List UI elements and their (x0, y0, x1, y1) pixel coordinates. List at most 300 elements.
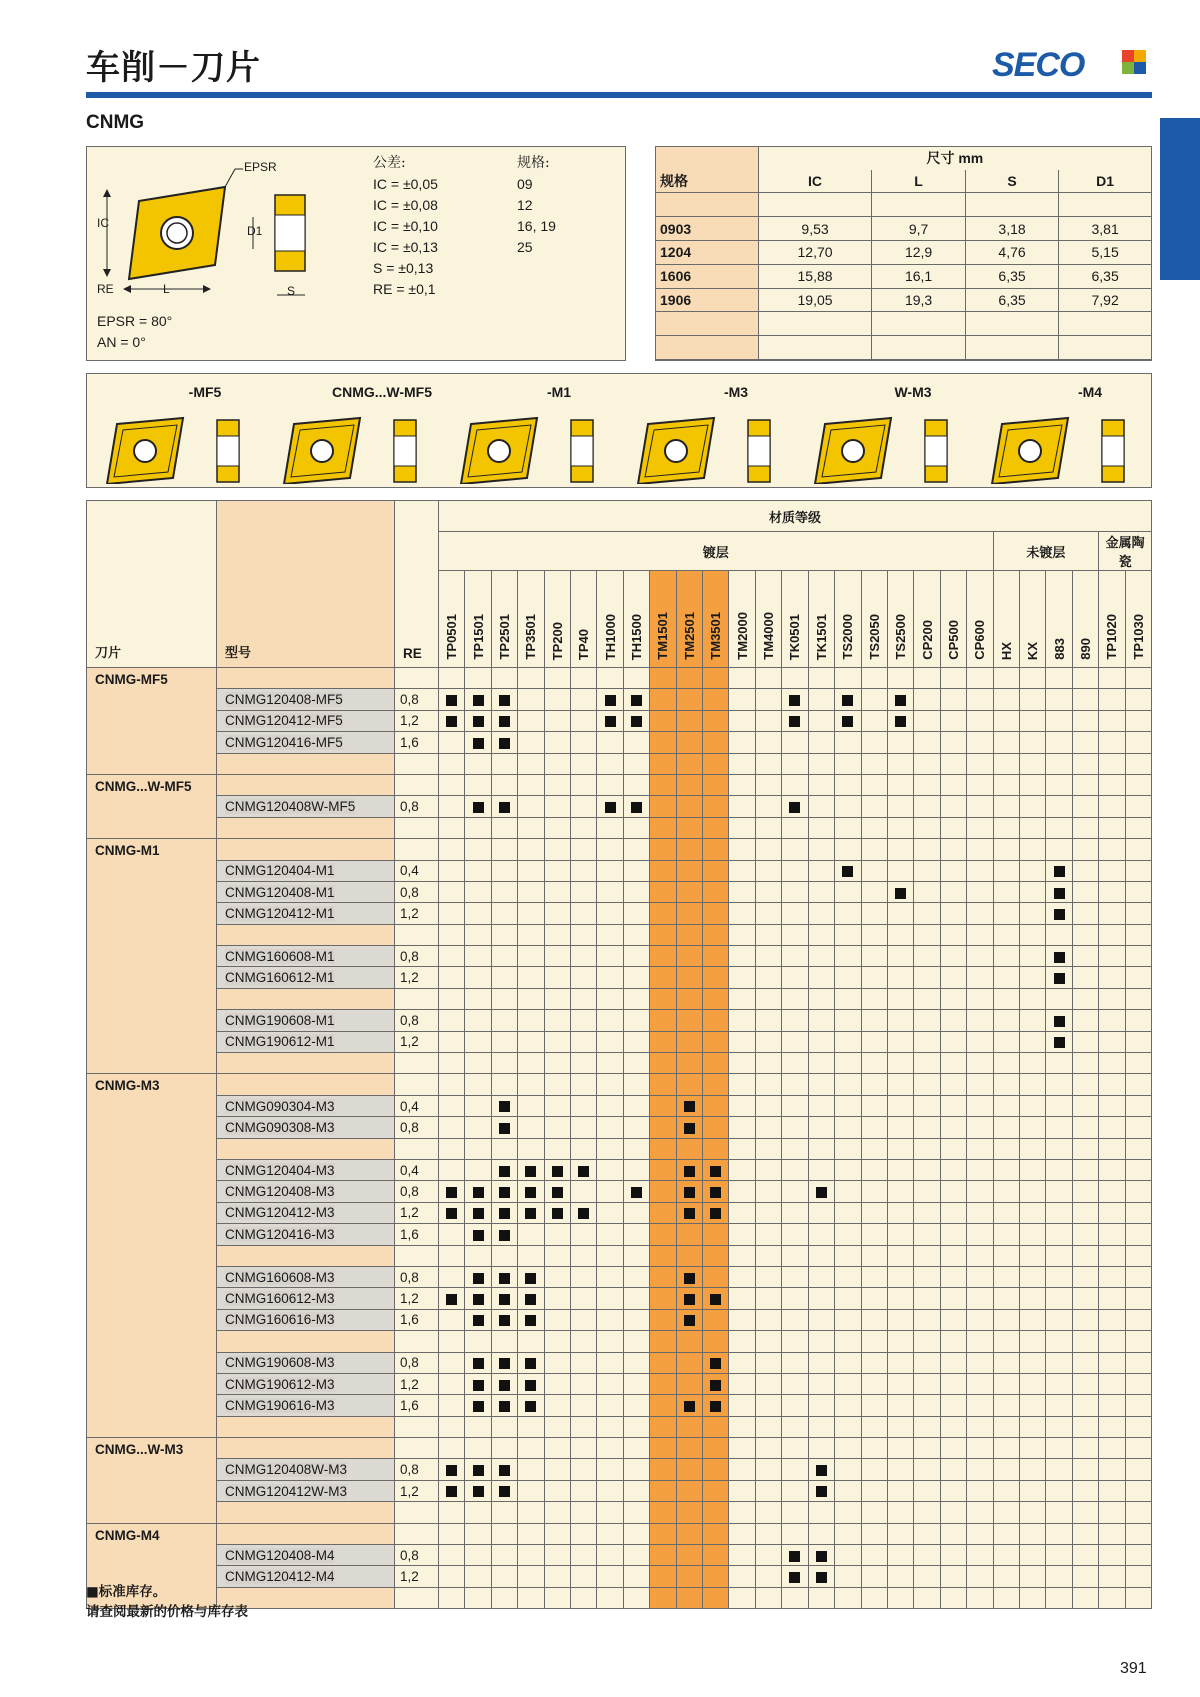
spacer-row (87, 1074, 1152, 1095)
grade-cell (808, 1117, 834, 1138)
grade-cell (676, 753, 702, 774)
grade-cell (703, 732, 729, 753)
grade-cell (861, 1480, 887, 1501)
grade-cell (729, 668, 755, 689)
grade-cell (729, 1245, 755, 1266)
grade-cell (993, 753, 1019, 774)
stock-mark-icon (789, 1551, 800, 1562)
grade-cell (518, 860, 544, 881)
grade-cell (993, 988, 1019, 1009)
grade-cell (676, 796, 702, 817)
grade-cell (1019, 1074, 1045, 1095)
grade-cell (808, 1438, 834, 1459)
stock-mark-icon (499, 1123, 510, 1134)
grade-cell (1099, 1053, 1125, 1074)
grade-cell (967, 903, 993, 924)
stock-mark-icon (473, 802, 484, 813)
grade-cell (887, 1202, 913, 1223)
model-spacer (217, 839, 395, 860)
stock-mark-icon (789, 802, 800, 813)
model-cell (217, 1288, 395, 1309)
grade-cell (782, 796, 808, 817)
grade-cell (808, 988, 834, 1009)
dims-value-cell: 3,18 (965, 217, 1058, 241)
grade-cell (861, 1266, 887, 1287)
grade-cell (491, 1074, 517, 1095)
stock-mark-icon (499, 1315, 510, 1326)
grade-cell (439, 710, 465, 731)
grade-cell (491, 1352, 517, 1373)
re-cell: 1,6 (395, 1309, 439, 1330)
grade-cell (1125, 1502, 1151, 1523)
insert-type-label: CNMG-MF5 (87, 668, 217, 775)
grade-cell (835, 1095, 861, 1116)
grade-cell (571, 689, 597, 710)
re-cell: 0,8 (395, 689, 439, 710)
grade-cell (729, 903, 755, 924)
grade-cell (491, 1031, 517, 1052)
grade-cell (861, 1395, 887, 1416)
grade-cell (967, 1053, 993, 1074)
grade-cell (861, 1523, 887, 1544)
grade-cell (1072, 1010, 1098, 1031)
grade-cell (571, 1181, 597, 1202)
grade-name: TK1501 (813, 613, 829, 660)
grade-cell (993, 946, 1019, 967)
grade-cell (887, 1416, 913, 1437)
grade-column-header (887, 571, 913, 668)
grade-name: CP500 (945, 620, 961, 660)
grade-cell (1019, 753, 1045, 774)
stock-mark-icon (842, 716, 853, 727)
stock-mark-icon (525, 1315, 536, 1326)
re-cell: 1,2 (395, 1480, 439, 1501)
insert-geometry-icon (459, 414, 629, 484)
grade-cell (1019, 1266, 1045, 1287)
grade-cell (1019, 1288, 1045, 1309)
grade-cell (544, 1502, 570, 1523)
grade-cell (1046, 1053, 1072, 1074)
grade-cell (439, 1395, 465, 1416)
stock-mark-icon (446, 1208, 457, 1219)
grade-cell (439, 1502, 465, 1523)
grade-column-header (518, 571, 544, 668)
grade-cell (729, 1480, 755, 1501)
size-item: 25 (517, 239, 533, 255)
grade-cell (993, 881, 1019, 902)
stock-mark-icon (499, 1486, 510, 1497)
d1-label: D1 (247, 224, 263, 238)
grade-cell (993, 1309, 1019, 1330)
grade-cell (782, 1181, 808, 1202)
grade-cell (1125, 1587, 1151, 1608)
grade-cell (1072, 710, 1098, 731)
grade-cell (571, 881, 597, 902)
grade-cell (940, 1566, 966, 1587)
grade-cell (1072, 903, 1098, 924)
grade-cell (729, 689, 755, 710)
header-insert: 刀片 (87, 501, 217, 668)
grade-column-header (1072, 571, 1098, 668)
grade-cell (597, 732, 623, 753)
grade-column-header (967, 571, 993, 668)
grade-cell (465, 1502, 491, 1523)
grade-cell (650, 817, 676, 838)
model-spacer (217, 817, 395, 838)
insert-geometry-icon (282, 414, 452, 484)
grade-cell (914, 839, 940, 860)
grade-cell (676, 1352, 702, 1373)
grade-cell (808, 1010, 834, 1031)
grade-cell (993, 1117, 1019, 1138)
grade-cell (861, 1331, 887, 1352)
grade-cell (1125, 1202, 1151, 1223)
grade-cell (650, 1395, 676, 1416)
grade-cell (623, 881, 649, 902)
grade-cell (940, 946, 966, 967)
grade-cell (1125, 1395, 1151, 1416)
grade-cell (967, 817, 993, 838)
grade-cell (439, 860, 465, 881)
grade-cell (518, 1010, 544, 1031)
dims-cell (656, 193, 758, 217)
grade-cell (729, 796, 755, 817)
grade-cell (491, 881, 517, 902)
grade-cell (1019, 881, 1045, 902)
stock-mark-icon (499, 1273, 510, 1284)
grade-cell (914, 732, 940, 753)
grade-cell (1019, 817, 1045, 838)
grade-cell (835, 839, 861, 860)
grade-cell (1046, 1224, 1072, 1245)
grade-cell (808, 753, 834, 774)
model-cell (217, 967, 395, 988)
stock-mark-icon (473, 1380, 484, 1391)
grade-cell (887, 860, 913, 881)
grade-cell (491, 1545, 517, 1566)
model-name: CNMG120412-M1 (225, 905, 335, 921)
grade-cell (808, 1095, 834, 1116)
grade-cell (518, 1181, 544, 1202)
grade-cell (1046, 732, 1072, 753)
dims-row (656, 241, 1151, 265)
grade-cell (1125, 1288, 1151, 1309)
grade-cell (703, 1587, 729, 1608)
grade-cell (544, 689, 570, 710)
grade-cell (1072, 946, 1098, 967)
grade-cell (729, 946, 755, 967)
grade-cell (993, 668, 1019, 689)
model-spacer (217, 1502, 395, 1523)
grade-cell (1099, 1416, 1125, 1437)
grade-cell (1072, 1438, 1098, 1459)
grade-cell (650, 1566, 676, 1587)
grade-cell (1019, 839, 1045, 860)
grade-cell (623, 668, 649, 689)
grade-cell (518, 839, 544, 860)
grade-cell (755, 1502, 781, 1523)
grade-cell (676, 1095, 702, 1116)
grade-cell (729, 817, 755, 838)
grade-cell (465, 1309, 491, 1330)
stock-mark-icon (473, 1273, 484, 1284)
grade-cell (914, 1095, 940, 1116)
dims-value-cell: 16,1 (872, 264, 965, 288)
grade-cell (861, 860, 887, 881)
grade-cell (518, 1587, 544, 1608)
grade-cell (544, 1331, 570, 1352)
grade-cell (650, 1459, 676, 1480)
grade-cell (623, 1587, 649, 1608)
stock-mark-icon (789, 1572, 800, 1583)
re-cell: 0,8 (395, 881, 439, 902)
grade-cell (1019, 1159, 1045, 1180)
stock-mark-icon (895, 716, 906, 727)
grade-cell (491, 1138, 517, 1159)
grade-cell (940, 1117, 966, 1138)
stock-mark-icon (525, 1380, 536, 1391)
grade-cell (755, 796, 781, 817)
grade-cell (465, 1031, 491, 1052)
grade-cell (439, 1181, 465, 1202)
grade-cell (703, 1053, 729, 1074)
grade-cell (703, 1031, 729, 1052)
grade-cell (1125, 1331, 1151, 1352)
grade-cell (1072, 924, 1098, 945)
grade-cell (914, 1373, 940, 1394)
grade-cell (597, 1416, 623, 1437)
grade-cell (1125, 1266, 1151, 1287)
grade-cell (1046, 1352, 1072, 1373)
grade-cell (914, 1031, 940, 1052)
grade-cell (1072, 668, 1098, 689)
stock-mark-icon (552, 1208, 563, 1219)
grade-cell (993, 967, 1019, 988)
grade-cell (571, 1224, 597, 1245)
grade-cell (967, 1416, 993, 1437)
grade-cell (1019, 1566, 1045, 1587)
stock-mark-icon (631, 695, 642, 706)
stock-mark-icon (684, 1101, 695, 1112)
grade-cell (887, 1331, 913, 1352)
grade-cell (782, 903, 808, 924)
grade-cell (729, 1181, 755, 1202)
grade-cell (967, 1010, 993, 1031)
stock-mark-icon (473, 1315, 484, 1326)
model-name: CNMG120408-M4 (225, 1547, 335, 1563)
grade-cell (835, 860, 861, 881)
grade-cell (650, 1545, 676, 1566)
grade-cell (571, 946, 597, 967)
grade-cell (1099, 1159, 1125, 1180)
stock-mark-icon (499, 1380, 510, 1391)
dims-value-cell: 6,35 (965, 288, 1058, 312)
grade-cell (782, 1545, 808, 1566)
grade-cell (518, 1395, 544, 1416)
spacer-row (87, 924, 1152, 945)
grade-cell (782, 1053, 808, 1074)
grade-cell (1099, 668, 1125, 689)
grade-cell (1099, 924, 1125, 945)
grade-cell (967, 1566, 993, 1587)
stock-mark-icon (446, 1294, 457, 1305)
model-spacer (217, 753, 395, 774)
grade-cell (518, 753, 544, 774)
grade-cell (861, 1117, 887, 1138)
grade-cell (940, 1010, 966, 1031)
grade-cell (808, 1202, 834, 1223)
table-row (87, 1202, 1152, 1223)
grade-cell (729, 1373, 755, 1394)
grade-cell (940, 1031, 966, 1052)
grade-cell (808, 732, 834, 753)
grade-cell (1046, 839, 1072, 860)
insert-type-label: CNMG-M1 (87, 839, 217, 1074)
stock-mark-icon (842, 695, 853, 706)
stock-mark-icon (499, 1358, 510, 1369)
table-row (87, 732, 1152, 753)
grade-cell (1046, 710, 1072, 731)
grade-cell (808, 1480, 834, 1501)
grade-cell (755, 710, 781, 731)
grade-cell (808, 881, 834, 902)
grade-cell (650, 1352, 676, 1373)
grade-cell (518, 1373, 544, 1394)
stock-mark-icon (499, 1101, 510, 1112)
grade-cell (1125, 774, 1151, 795)
grade-cell (782, 1245, 808, 1266)
model-spacer (217, 668, 395, 689)
grade-cell (703, 1438, 729, 1459)
grade-cell (544, 1245, 570, 1266)
grade-cell (491, 839, 517, 860)
grade-cell (1019, 1031, 1045, 1052)
re-cell: 1,2 (395, 903, 439, 924)
grade-cell (439, 1202, 465, 1223)
grade-cell (1125, 1459, 1151, 1480)
grade-cell (1125, 1523, 1151, 1544)
header-model: 型号 (217, 501, 395, 668)
model-name: CNMG190616-M3 (225, 1397, 335, 1413)
model-name: CNMG120408-M1 (225, 884, 335, 900)
grade-cell (755, 1224, 781, 1245)
grade-cell (439, 1416, 465, 1437)
grade-cell (465, 881, 491, 902)
grade-cell (650, 1438, 676, 1459)
geometry-label: -M4 (1077, 384, 1103, 400)
grade-cell (623, 1266, 649, 1287)
grade-cell (808, 967, 834, 988)
dims-spacer-row (656, 312, 1151, 336)
re-cell (395, 1587, 439, 1608)
re-cell: 1,6 (395, 732, 439, 753)
grade-cell (782, 1010, 808, 1031)
grade-cell (650, 668, 676, 689)
stock-mark-icon (684, 1123, 695, 1134)
grade-cell (571, 967, 597, 988)
grade-cell (808, 839, 834, 860)
grade-cell (1046, 1502, 1072, 1523)
grade-cell (861, 1545, 887, 1566)
grade-cell (835, 1331, 861, 1352)
grade-cell (491, 1288, 517, 1309)
grade-subgroup: 镀层 (439, 532, 994, 571)
grade-cell (729, 967, 755, 988)
grade-cell (967, 1480, 993, 1501)
grade-cell (729, 1438, 755, 1459)
re-cell: 1,2 (395, 710, 439, 731)
grade-cell (623, 1459, 649, 1480)
grade-cell (676, 1181, 702, 1202)
grade-cell (544, 710, 570, 731)
grade-cell (597, 1224, 623, 1245)
grade-cell (887, 1587, 913, 1608)
grade-cell (439, 1010, 465, 1031)
stock-mark-icon (499, 1465, 510, 1476)
grade-cell (835, 1459, 861, 1480)
grade-cell (544, 903, 570, 924)
grade-cell (967, 1395, 993, 1416)
grade-cell (835, 1395, 861, 1416)
dims-value-cell: 4,76 (965, 241, 1058, 265)
grade-cell (676, 1309, 702, 1330)
model-cell (217, 1395, 395, 1416)
geometry-strip (86, 373, 1152, 488)
stock-mark-icon (473, 1465, 484, 1476)
insert-drawing-icon (87, 147, 317, 297)
table-row (87, 1566, 1152, 1587)
grade-cell (491, 796, 517, 817)
grade-cell (729, 1545, 755, 1566)
grade-cell (650, 967, 676, 988)
grade-cell (1099, 1202, 1125, 1223)
grade-cell (1072, 1159, 1098, 1180)
re-cell: 1,2 (395, 967, 439, 988)
grade-cell (1125, 796, 1151, 817)
table-row (87, 903, 1152, 924)
stock-mark-icon (710, 1187, 721, 1198)
grade-cell (993, 1181, 1019, 1202)
grade-cell (1046, 1181, 1072, 1202)
grade-cell (518, 1352, 544, 1373)
grade-cell (808, 1331, 834, 1352)
grade-cell (703, 946, 729, 967)
grade-cell (755, 1523, 781, 1544)
grade-cell (544, 753, 570, 774)
grade-cell (1046, 967, 1072, 988)
grade-cell (703, 1459, 729, 1480)
dims-cell (656, 336, 758, 360)
grade-cell (1099, 1138, 1125, 1159)
grade-cell (1046, 1331, 1072, 1352)
grade-cell (518, 817, 544, 838)
grade-cell (1046, 753, 1072, 774)
grade-cell (465, 988, 491, 1009)
dims-cell (965, 312, 1058, 336)
grade-cell (1099, 689, 1125, 710)
grade-cell (703, 1480, 729, 1501)
grade-cell (782, 1309, 808, 1330)
grade-cell (782, 1502, 808, 1523)
grade-cell (676, 903, 702, 924)
spec-panel (86, 146, 626, 361)
grade-cell (1046, 1159, 1072, 1180)
grade-cell (1072, 1395, 1098, 1416)
stock-mark-icon (499, 1294, 510, 1305)
grade-cell (650, 1502, 676, 1523)
grade-cell (1019, 924, 1045, 945)
grade-cell (914, 1523, 940, 1544)
